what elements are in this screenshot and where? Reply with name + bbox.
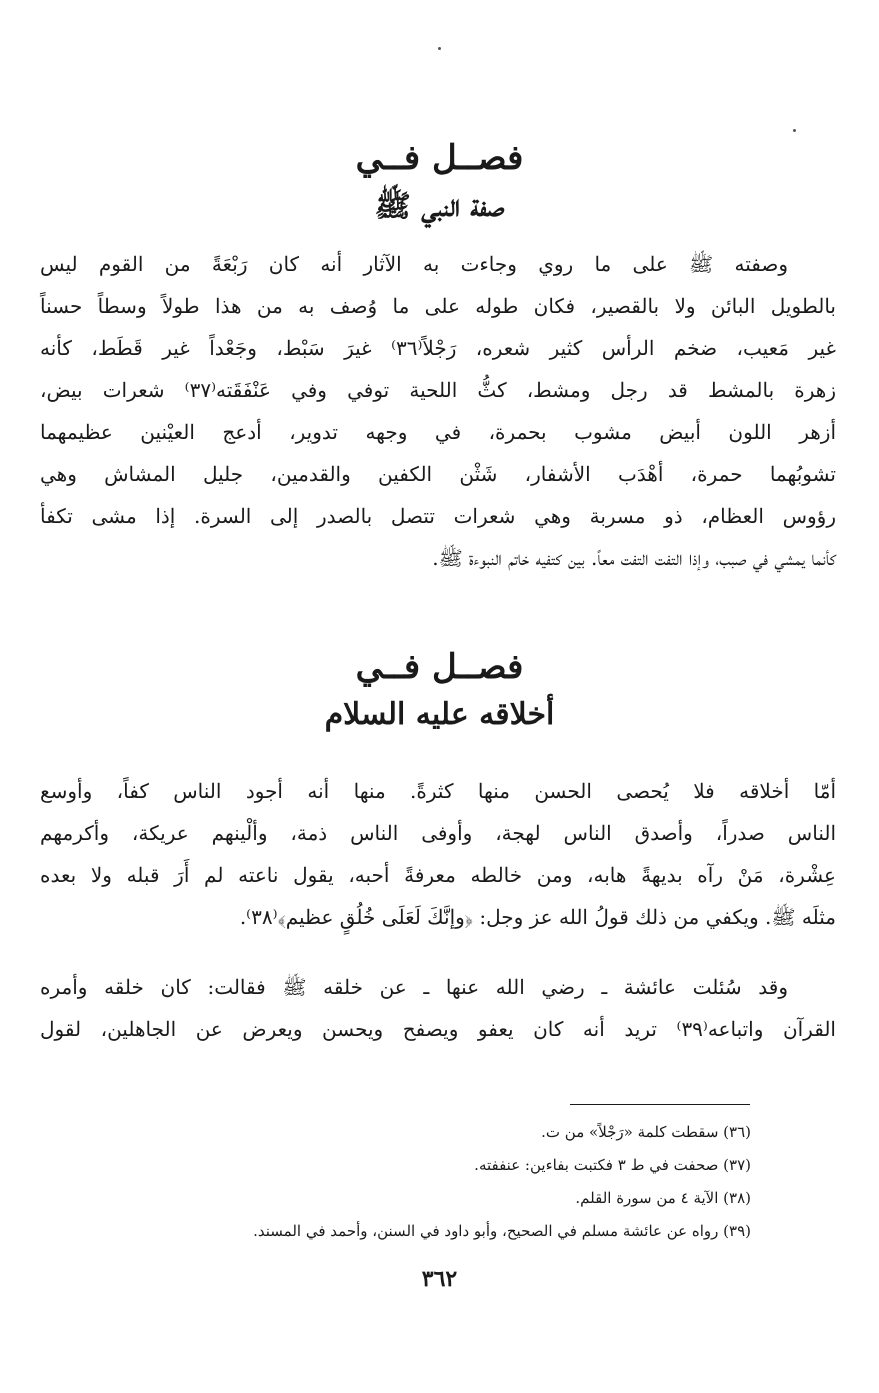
text-line: وقد سُئلت عائشة ـ رضي الله عنها ـ عن خلقه ﷺ فقالت: كان خلقه وأمره — [40, 975, 788, 999]
section-title-prophet-character: أخلاقه عليه السلام — [324, 697, 555, 732]
paragraph-aisha-narration — [40, 966, 836, 1050]
text-line: القرآن واتباعه⁽٣٩⁾ تريد أنه كان يعفو ويصفح ويحسن ويعرض عن الجاهلين، لقول — [40, 1017, 836, 1041]
paragraph-character — [40, 770, 836, 938]
text-line: رؤوس العظام، ذو مسربة وهي شعرات تتصل بالصدر إلى السرة. إذا مشى تكفأ — [40, 504, 836, 528]
text-line: بالطويل البائن ولا بالقصير، فكان طوله على ما وُصف به من هذا طولاً وسطاً حسناً — [40, 294, 836, 318]
section-heading-fasl: فصــل فــي — [355, 138, 524, 178]
footnote: (٣٧) صحفت في ط ٣ فكتبت بفاءين: عنففته. — [474, 1156, 751, 1174]
page-number: ٣٦٢ — [421, 1266, 458, 1292]
section-heading-fasl: فصــل فــي — [355, 647, 524, 687]
text-line: أزهر اللون أبيض مشوب بحمرة، في وجهه تدوير، أدعج العيْنين عظيمهما — [40, 420, 836, 444]
text-line: عِشْرة، مَنْ رآه بديهةً هابه، ومن خالطه معرفةً أحبه، يقول ناعته لم أَرَ قبله ولا بعده — [40, 863, 836, 887]
text-line: تشوبُهما حمرة، أهْدَب الأشفار، شَثْن الكفين والقدمين، جليل المشاش وهي — [40, 462, 837, 486]
footnote-separator — [570, 1104, 750, 1105]
footnote: (٣٩) رواه عن عائشة مسلم في الصحيح، وأبو داود في السنن، وأحمد في المسند. — [253, 1222, 751, 1240]
print-speck — [793, 129, 796, 132]
footnote: (٣٦) سقطت كلمة «رَجْلاً» من ت. — [541, 1123, 751, 1141]
text-line: زهرة بالمشط قد رجل ومشط، كثُّ اللحية توفي وفي عَنْفَقَته⁽٣٧⁾ شعرات بيض، — [40, 378, 837, 402]
text-line: مثلَه ﷺ. ويكفي من ذلك قولُ الله عز وجل: ﴿وإنَّكَ لَعَلَى خُلُقٍ عظيم﴾⁽٣٨⁾. — [239, 905, 836, 929]
footnote: (٣٨) الآية ٤ من سورة القلم. — [575, 1189, 751, 1207]
text-line: وصفته ﷺ على ما روي وجاءت به الآثار أنه كان رَبْعَةً من القوم ليس — [40, 252, 788, 276]
print-speck — [438, 47, 441, 50]
text-line: كأنما يمشي في صبب، وإذا التفت التفت معاً. بين كتفيه خاتم النبوءة ﷺ. — [432, 546, 836, 570]
text-line: أمّا أخلاقه فلا يُحصى الحسن منها كثرةً. منها أنه أجود الناس كفاً، وأوسع — [40, 779, 836, 803]
section-title-prophet-description: صفة النبي ﷺ — [374, 189, 505, 224]
text-line: الناس صدراً، وأصدق الناس لهجة، وأوفى الناس ذمة، وألْينهم عريكة، وأكرمهم — [40, 821, 836, 845]
paragraph-prophet-description — [40, 243, 836, 579]
text-line: غير مَعيب، ضخم الرأس كثير شعره، رَجْلاً⁽٣٦⁾ غيرَ سَبْط، وجَعْداً غير قَطَط، كأنه — [40, 336, 836, 360]
